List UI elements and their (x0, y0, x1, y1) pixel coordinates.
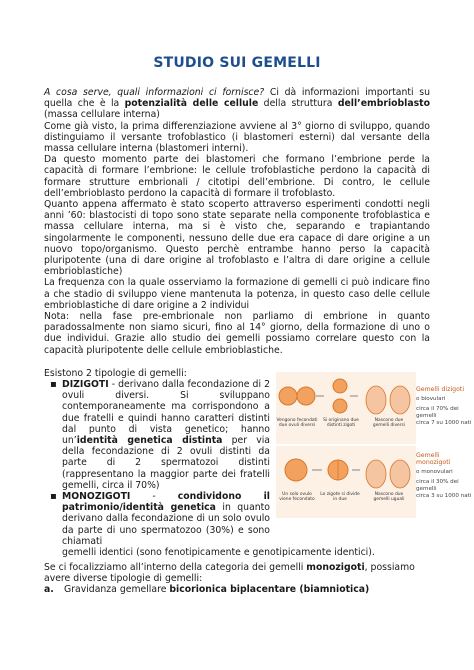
dizigoti-bold: identità genetica distinta (76, 435, 223, 447)
intro-bold-potenzialita: potenzialità delle cellule (124, 98, 259, 110)
monozigoti-figure-percent: circa il 30% dei gemelli (416, 479, 459, 492)
list-item-dizigoti (44, 379, 270, 491)
list-item-a (44, 584, 430, 595)
monozygotic-intro (44, 562, 430, 584)
dizigoti-figure-sub: o biovulari (416, 396, 446, 402)
intro-bold-embrioblasto: dell’embrioblasto (337, 98, 430, 110)
monozigoti-dash: - (130, 491, 178, 503)
caption-zygote-splits: Lo zigote si divide in due (320, 492, 360, 503)
monozygotic-section (44, 562, 430, 596)
mono-intro-bold: monozigoti (306, 562, 365, 573)
item-a-text: Gravidanza gemellare (64, 584, 170, 596)
list-item-monozigoti (44, 491, 270, 547)
caption-identical-twins: Nascono due gemelli uguali (373, 492, 405, 503)
monozigoti-tail (44, 547, 378, 558)
list-letter-a: a. (44, 584, 54, 596)
figure-monozigoti-row (276, 446, 472, 518)
dizigoti-label: DIZIGOTI (62, 379, 109, 390)
monozigoti-figure-sub: o monovulari (416, 469, 453, 475)
monozigoti-figure-heading: Gemelli monozigoti (416, 452, 451, 466)
dizigoti-text: - derivano dalla fecondazione di 2 ovuli diversi. Si sviluppano contemporaneamente ma corrispondono a due fratelli e quindi hanno caratteri distinti dal punto di vista genetico; hanno un’ (62, 379, 270, 447)
dizigoti-text-2: per via della fecondazione di 2 ovuli distinti da parte di 2 spermatozoi distinti (rappresentano la maggior parte dei fratelli gemelli, circa il 70%) (62, 435, 270, 491)
intro-text-d: (massa cellulare interna) (44, 109, 160, 121)
monozigoti-tail-text: gemelli identici (sono fenotipicamente e genotipicamente identici). (62, 547, 375, 559)
intro-text-a: Ci dà informazioni importanti su quella che è la (44, 87, 430, 110)
dizigoti-figure-percent: circa il 70% dei gemelli (416, 406, 459, 419)
caption-two-ova: Vengono fecondati due ovuli diversi (276, 418, 318, 429)
twins-figure (276, 372, 472, 518)
monozigoti-bold: condividono il patrimonio/identità genetica (62, 491, 270, 514)
monozigoti-figure-rate: circa 3 su 1000 nati (416, 493, 472, 499)
paragraph-intro (44, 87, 430, 121)
dizigoti-figure-heading: Gemelli dizigoti (416, 386, 465, 393)
dizigoti-label-box (416, 386, 472, 427)
twin-types-intro: Esistono 2 tipologie di gemelli: (44, 368, 187, 379)
bullet-icon: ▪ (50, 491, 57, 503)
dizigoti-figure-rate: circa 7 su 1000 nati (416, 420, 472, 426)
monozigoti-label-box (416, 452, 472, 500)
item-a-bold: bicorionica biplacentare (biamniotica) (169, 584, 370, 596)
intro-question: A cosa serve, quali informazioni ci fornisce? (44, 87, 265, 98)
document-body (44, 87, 430, 356)
caption-one-ovum: Un solo ovulo viene fecondato (279, 492, 315, 503)
intro-text-c: della struttura (258, 98, 338, 110)
paragraph-differentiation: Come già visto, la prima differenziazione avviene al 3° giorno di sviluppo, quando distinguiamo il versante trofoblastico (i blastomeri esterni) dal versante della massa cellulare interna (blastomeri interni). (44, 120, 430, 155)
paragraph-note: Nota: nella fase pre-embrionale non parliamo di embrione in quanto paradossalmente non siamo sicuri, fino al 14° giorno, della formazione di uno o due individui. Grazie allo studio dei gemelli possiamo correlare questo con la capacità pluripotente delle cellule embrioblastiche. (44, 311, 430, 356)
monozigoti-label: MONOZIGOTI (62, 491, 131, 503)
paragraph-frequency: La frequenza con la quale osserviamo la formazione di gemelli ci può indicare fino a che stadio di sviluppo viene mantenuta la potenza, in questo caso delle cellule embrioblastiche di dare origine a 2 individui (44, 277, 430, 311)
mono-intro-a: Se ci focalizziamo all’interno della categoria dei gemelli (44, 562, 307, 573)
monozygotic-illustration (276, 446, 416, 518)
figure-dizigoti-row (276, 372, 472, 444)
paragraph-capacity: Da questo momento parte dei blastomeri che formano l’embrione perde la capacità di formare l’embrione: le cellule trofoblastiche perdono la capacità di formare strutture embrionali / citotipi dell’embrione. Di contro, le cellule dell’embrioblasto perdono la capacità di formare il trofoblasto. (44, 154, 430, 199)
bullet-icon: ▪ (50, 379, 57, 390)
monozigoti-text: in quanto derivano dalla fecondazione di un solo ovulo da parte di uno spermatozoo (30%) e sono chiamati (62, 502, 270, 547)
paragraph-experiments: Quanto appena affermato è stato scoperto attraverso esperimenti condotti negli anni ’60: blastocisti di topo sono state separate nella componente trofoblastica e massa cellulare interna, ma si è visto che, separando e trapiantando singolarmente le componenti, nessuno delle due era capace di dare origine a un nuovo topo/organismo. Questo perchè entrambe hanno perso la capacità pluripotente (una di dare origine al trofoblasto e l’altra di dare origine a cellule embrioblastiche) (44, 199, 430, 278)
caption-two-different-twins: Nascono due gemelli diversi (372, 418, 406, 429)
mono-intro-c: , possiamo avere diverse tipologie di gemelli: (44, 562, 415, 585)
dizygotic-illustration (276, 372, 416, 444)
caption-two-zygotes: Si originano due distinti zigoti (323, 418, 359, 429)
page-title: STUDIO SUI GEMELLI (153, 55, 321, 71)
